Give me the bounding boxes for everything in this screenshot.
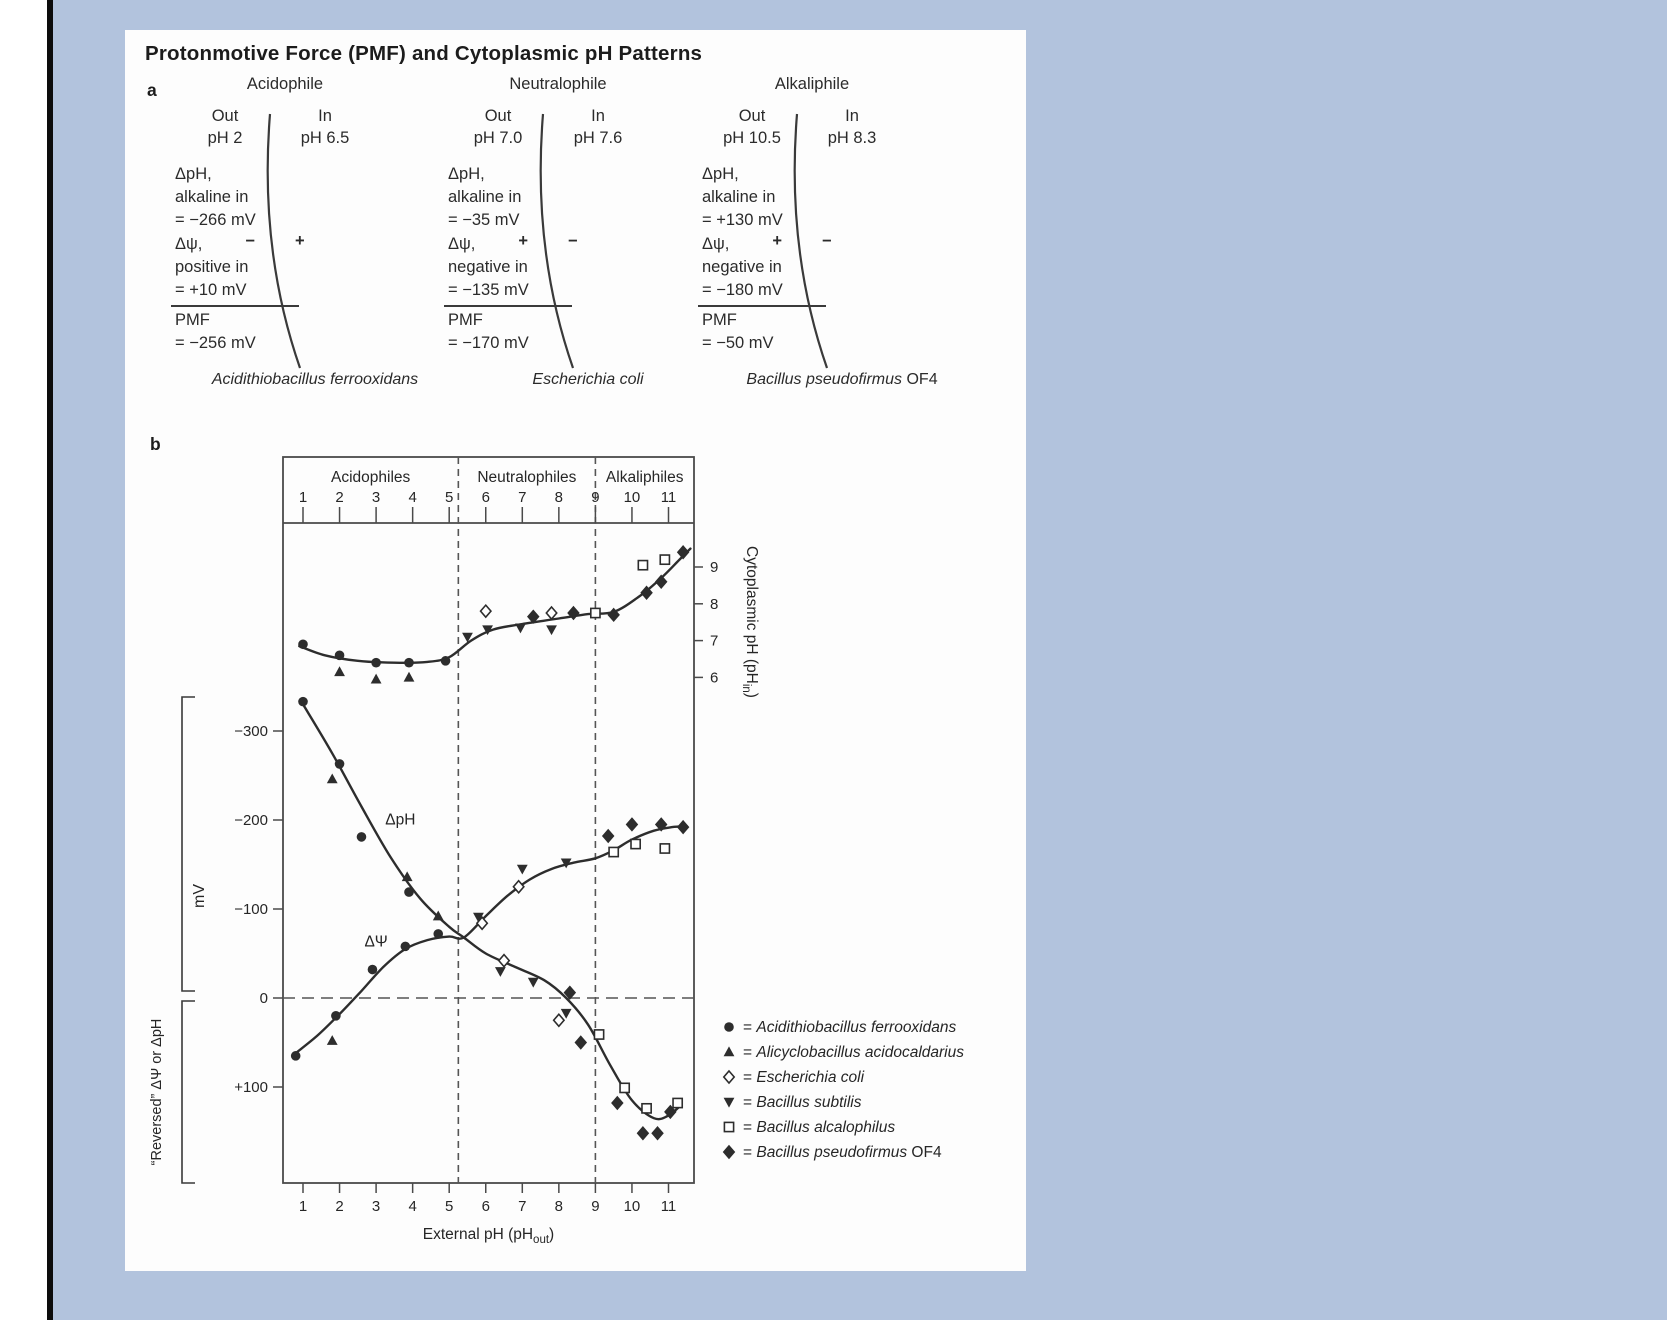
panel-b-label: b xyxy=(150,434,161,454)
delta-ph-line: alkaline in xyxy=(702,188,776,206)
point-cytoplasmic-ph xyxy=(660,555,669,564)
cytoplasmic-ph-trend-curve xyxy=(299,549,690,663)
legend-entry: = Bacillus subtilis xyxy=(743,1094,862,1111)
delta-psi-line: negative in xyxy=(448,258,528,276)
point-delta-psi xyxy=(368,965,378,975)
in-ph-value: pH 6.5 xyxy=(300,129,350,147)
x-tick-label-top: 8 xyxy=(554,489,564,506)
x-tick-label-top: 11 xyxy=(660,489,677,506)
delta-ph-line: alkaline in xyxy=(175,188,249,206)
point-cytoplasmic-ph xyxy=(481,605,491,617)
point-delta-ph xyxy=(357,832,367,842)
point-delta-psi xyxy=(327,1035,338,1045)
region-label-acidophiles: Acidophiles xyxy=(331,469,411,486)
reversed-range-bracket xyxy=(182,1001,195,1183)
legend-entry: = Escherichia coli xyxy=(743,1069,865,1086)
delta-ph-line: ΔpH, xyxy=(175,165,212,183)
point-delta-psi xyxy=(627,818,637,830)
point-delta-ph xyxy=(495,967,506,977)
legend-entry: = Alicyclobacillus acidocaldarius xyxy=(743,1044,964,1061)
delta-psi-line: Δψ, xyxy=(175,235,203,253)
legend-marker-diamond-open xyxy=(724,1071,734,1083)
point-delta-psi xyxy=(609,847,618,856)
delta-psi-value: = −135 mV xyxy=(448,281,529,299)
membrane-in-sign: − xyxy=(568,232,578,250)
figure-title: Protonmotive Force (PMF) and Cytoplasmic pH Patterns xyxy=(145,42,703,65)
delta-ph-trend-curve xyxy=(303,704,681,1119)
x-tick-label-top: 5 xyxy=(445,489,454,506)
x-tick-label-top: 2 xyxy=(335,489,344,506)
in-word: In xyxy=(845,107,859,125)
point-delta-ph xyxy=(335,759,345,769)
delta-psi-value: = +10 mV xyxy=(175,281,247,299)
point-delta-ph xyxy=(673,1098,682,1107)
x-tick-label-top: 10 xyxy=(623,489,641,506)
point-delta-ph xyxy=(576,1037,586,1049)
point-delta-ph xyxy=(652,1127,662,1139)
point-cytoplasmic-ph xyxy=(371,658,381,668)
species-suffix: OF4 xyxy=(902,371,938,388)
organism-type-label: Alkaliphile xyxy=(774,75,850,93)
point-cytoplasmic-ph xyxy=(371,674,382,684)
x-tick-label-top: 7 xyxy=(518,489,527,506)
out-word: Out xyxy=(484,107,512,125)
region-label-neutralophiles: Neutralophiles xyxy=(477,469,577,486)
point-delta-psi xyxy=(660,844,669,853)
x-tick-label-bottom: 3 xyxy=(371,1198,381,1215)
y-left-axis-title: mV xyxy=(191,884,208,908)
point-delta-psi xyxy=(603,830,613,842)
point-cytoplasmic-ph xyxy=(678,546,688,558)
species-italic: Bacillus pseudofirmus xyxy=(746,371,903,388)
organism-type-label: Acidophile xyxy=(246,75,324,93)
x-tick-label-top: 3 xyxy=(371,489,381,506)
y-right-tick-label: 6 xyxy=(710,669,719,687)
delta-psi-line: Δψ, xyxy=(448,235,476,253)
y-right-tick-label: 9 xyxy=(710,559,719,576)
point-cytoplasmic-ph xyxy=(546,607,556,619)
pmf-label: PMF xyxy=(448,311,483,329)
pmf-label: PMF xyxy=(702,311,737,329)
out-word: Out xyxy=(738,107,766,125)
y-left-tick-label: −100 xyxy=(234,901,268,918)
species-italic: Acidithiobacillus ferrooxidans xyxy=(211,371,419,388)
pmf-value: = −170 mV xyxy=(448,334,529,352)
membrane-in-sign: − xyxy=(822,232,832,250)
point-delta-ph xyxy=(642,1104,651,1113)
point-cytoplasmic-ph xyxy=(298,639,308,649)
point-delta-psi xyxy=(678,821,688,833)
delta-ph-value: = −35 mV xyxy=(448,211,520,229)
x-tick-label-bottom: 6 xyxy=(481,1198,490,1215)
membrane-in-sign: + xyxy=(295,232,305,250)
x-tick-label-bottom: 1 xyxy=(298,1198,308,1215)
delta-psi-line: negative in xyxy=(702,258,782,276)
left-border-line xyxy=(47,0,53,1320)
legend-marker-triangle-up-filled xyxy=(724,1046,735,1056)
legend-entry: = Bacillus pseudofirmus OF4 xyxy=(743,1144,942,1161)
point-cytoplasmic-ph xyxy=(656,576,666,588)
x-axis-title: External pH $(pH_{out})$ xyxy=(422,1226,555,1246)
membrane-out-sign: + xyxy=(772,232,782,250)
mv-range-bracket xyxy=(182,697,195,991)
point-delta-ph xyxy=(528,978,539,988)
point-delta-psi xyxy=(433,929,443,939)
point-delta-psi xyxy=(331,1011,341,1021)
x-tick-label-top: 9 xyxy=(591,489,600,506)
pmf-value: = −256 mV xyxy=(175,334,256,352)
y-right-tick-label: 8 xyxy=(710,595,719,613)
ph-pmf-chart xyxy=(125,30,1026,1271)
point-delta-ph xyxy=(594,1030,603,1039)
x-tick-label-bottom: 5 xyxy=(445,1198,454,1215)
x-tick-label-top: 6 xyxy=(481,489,490,506)
point-delta-psi xyxy=(401,942,411,952)
point-delta-ph xyxy=(620,1083,629,1092)
point-cytoplasmic-ph xyxy=(546,625,557,635)
organism-type-label: Neutralophile xyxy=(509,75,607,93)
point-cytoplasmic-ph xyxy=(334,666,345,676)
legend-marker-diamond-filled xyxy=(724,1146,734,1158)
x-tick-label-bottom: 7 xyxy=(518,1198,527,1215)
point-delta-ph xyxy=(327,773,338,783)
legend-entry: = Acidithiobacillus ferrooxidans xyxy=(743,1019,957,1036)
point-cytoplasmic-ph xyxy=(515,624,526,634)
x-tick-label-bottom: 11 xyxy=(660,1198,677,1215)
membrane-out-sign: − xyxy=(245,232,255,250)
membrane-out-sign: + xyxy=(518,232,528,250)
point-cytoplasmic-ph xyxy=(404,672,415,682)
delta-psi-curve-label: ΔΨ xyxy=(364,933,388,951)
in-ph-value: pH 8.3 xyxy=(827,129,877,147)
legend-entry: = Bacillus alcalophilus xyxy=(743,1119,896,1136)
y-left-axis-secondary-title: “Reversed” ΔΨ or ΔpH xyxy=(149,1018,165,1166)
point-cytoplasmic-ph xyxy=(638,561,647,570)
y-right-axis-title: Cytoplasmic pH $(pH_{in})$ xyxy=(740,546,760,698)
point-delta-ph xyxy=(638,1127,648,1139)
in-word: In xyxy=(591,107,605,125)
out-word: Out xyxy=(211,107,239,125)
delta-ph-value: = +130 mV xyxy=(702,211,783,229)
x-tick-label-top: 1 xyxy=(298,489,308,506)
in-ph-value: pH 7.6 xyxy=(573,129,623,147)
x-tick-label-bottom: 2 xyxy=(335,1198,344,1215)
y-left-tick-label: −200 xyxy=(234,812,268,829)
delta-psi-line: Δψ, xyxy=(702,235,730,253)
legend-marker-circle-filled xyxy=(724,1022,734,1032)
out-ph-value: pH 2 xyxy=(207,129,243,147)
y-left-tick-label: 0 xyxy=(259,990,268,1007)
point-delta-ph xyxy=(554,1014,564,1026)
out-ph-value: pH 10.5 xyxy=(723,129,781,147)
delta-psi-value: = −180 mV xyxy=(702,281,783,299)
x-tick-label-top: 4 xyxy=(408,489,417,506)
delta-psi-trend-curve xyxy=(296,826,687,1053)
out-ph-value: pH 7.0 xyxy=(473,129,523,147)
y-left-tick-label: −300 xyxy=(234,723,268,740)
point-cytoplasmic-ph xyxy=(404,658,414,668)
delta-ph-line: ΔpH, xyxy=(702,165,739,183)
delta-ph-line: alkaline in xyxy=(448,188,522,206)
pmf-value: = −50 mV xyxy=(702,334,774,352)
point-delta-ph xyxy=(612,1097,622,1109)
delta-ph-line: ΔpH, xyxy=(448,165,485,183)
point-cytoplasmic-ph xyxy=(591,608,600,617)
point-cytoplasmic-ph xyxy=(335,651,345,661)
x-tick-label-bottom: 10 xyxy=(623,1198,641,1215)
delta-ph-curve-label: ΔpH xyxy=(385,811,416,829)
point-delta-psi xyxy=(517,865,528,875)
legend-marker-square-open xyxy=(724,1122,733,1131)
x-tick-label-bottom: 4 xyxy=(408,1198,417,1215)
region-label-alkaliphiles: Alkaliphiles xyxy=(605,469,684,486)
y-left-tick-label: +100 xyxy=(234,1079,268,1096)
figure-panel xyxy=(125,30,1026,1271)
species-italic: Escherichia coli xyxy=(532,371,644,388)
point-delta-ph xyxy=(298,697,308,707)
in-word: In xyxy=(318,107,332,125)
point-delta-psi xyxy=(291,1051,301,1061)
point-cytoplasmic-ph xyxy=(441,656,451,666)
x-tick-label-bottom: 9 xyxy=(591,1198,600,1215)
delta-psi-line: positive in xyxy=(175,258,249,276)
legend-marker-triangle-down-filled xyxy=(724,1098,735,1108)
pmf-label: PMF xyxy=(175,311,210,329)
point-delta-psi xyxy=(631,839,640,848)
point-delta-ph xyxy=(404,887,414,897)
x-tick-label-bottom: 8 xyxy=(554,1198,564,1215)
y-right-tick-label: 7 xyxy=(710,632,719,650)
panel-a-label: a xyxy=(147,80,157,100)
delta-ph-value: = −266 mV xyxy=(175,211,256,229)
